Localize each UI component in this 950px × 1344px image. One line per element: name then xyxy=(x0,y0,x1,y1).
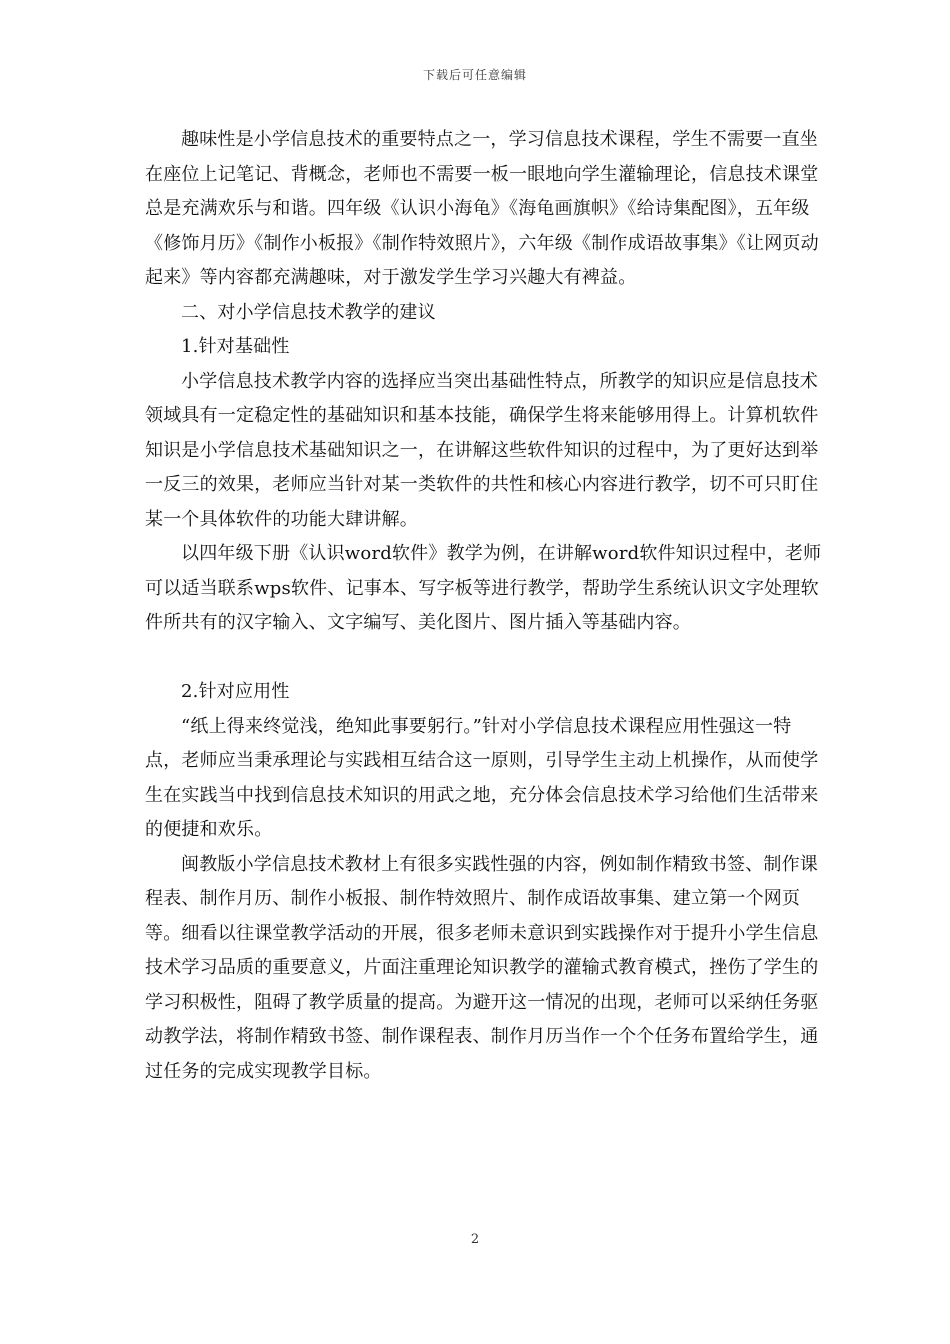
paragraph-basics: 小学信息技术教学内容的选择应当突出基础性特点，所教学的知识应是信息技术领域具有一定稳定性的基础知识和基本技能，确保学生将来能够用得上。计算机软件知识是小学信息技术基础知识之一，在讲解这些软件知识的过程中，为了更好达到举一反三的效果，老师应当针对某一类软件的共性和核心内容进行教学，切不可只盯住某一个具体软件的功能大肆讲解。 xyxy=(145,370,819,530)
subheading-basics: 1.针对基础性 xyxy=(181,336,290,357)
paragraph-word-example: 以四年级下册《认识word软件》教学为例，在讲解word软件知识过程中，老师可以适当联系wps软件、记事本、写字板等进行教学，帮助学生系统认识文字处理软件所共有的汉字输入、文字编写、美化图片、图片插入等基础内容。 xyxy=(145,543,822,633)
paragraph-fun: 趣味性是小学信息技术的重要特点之一，学习信息技术课程，学生不需要一直坐在座位上记笔记、背概念，老师也不需要一板一眼地向学生灌输理论，信息技术课堂总是充满欢乐与和谐。四年级《认识小海龟》《海龟画旗帜》《给诗集配图》，五年级《修饰月历》《制作小板报》《制作特效照片》，六年级《制作成语故事集》《让网页动起来》等内容都充满趣味，对于激发学生学习兴趣大有裨益。 xyxy=(145,129,819,288)
paragraph-application: “纸上得来终觉浅，绝知此事要躬行。”针对小学信息技术课程应用性强这一特点，老师应当秉承理论与实践相互结合这一原则，引导学生主动上机操作，从而使学生在实践当中找到信息技术知识的用武之地，充分体会信息技术学习给他们生活带来的便捷和欢乐。 xyxy=(145,715,819,840)
document-body xyxy=(145,123,825,1089)
page-number: 2 xyxy=(470,1232,480,1247)
blank-line xyxy=(145,641,825,676)
page-header: 下载后可任意编辑 xyxy=(422,68,527,82)
subheading-application: 2.针对应用性 xyxy=(181,681,290,702)
section-heading: 二、对小学信息技术教学的建议 xyxy=(181,301,436,323)
paragraph-textbook: 闽教版小学信息技术教材上有很多实践性强的内容，例如制作精致书签、制作课程表、制作月历、制作小板报、制作特效照片、制作成语故事集、建立第一个网页等。细看以往课堂教学活动的开展，很多老师未意识到实践操作对于提升小学生信息技术学习品质的重要意义，片面注重理论知识教学的灌输式教育模式，挫伤了学生的学习积极性，阻碍了教学质量的提高。为避开这一情况的出现，老师可以采纳任务驱动教学法，将制作精致书签、制作课程表、制作月历当作一个个任务布置给学生，通过任务的完成实现教学目标。 xyxy=(145,853,819,1082)
